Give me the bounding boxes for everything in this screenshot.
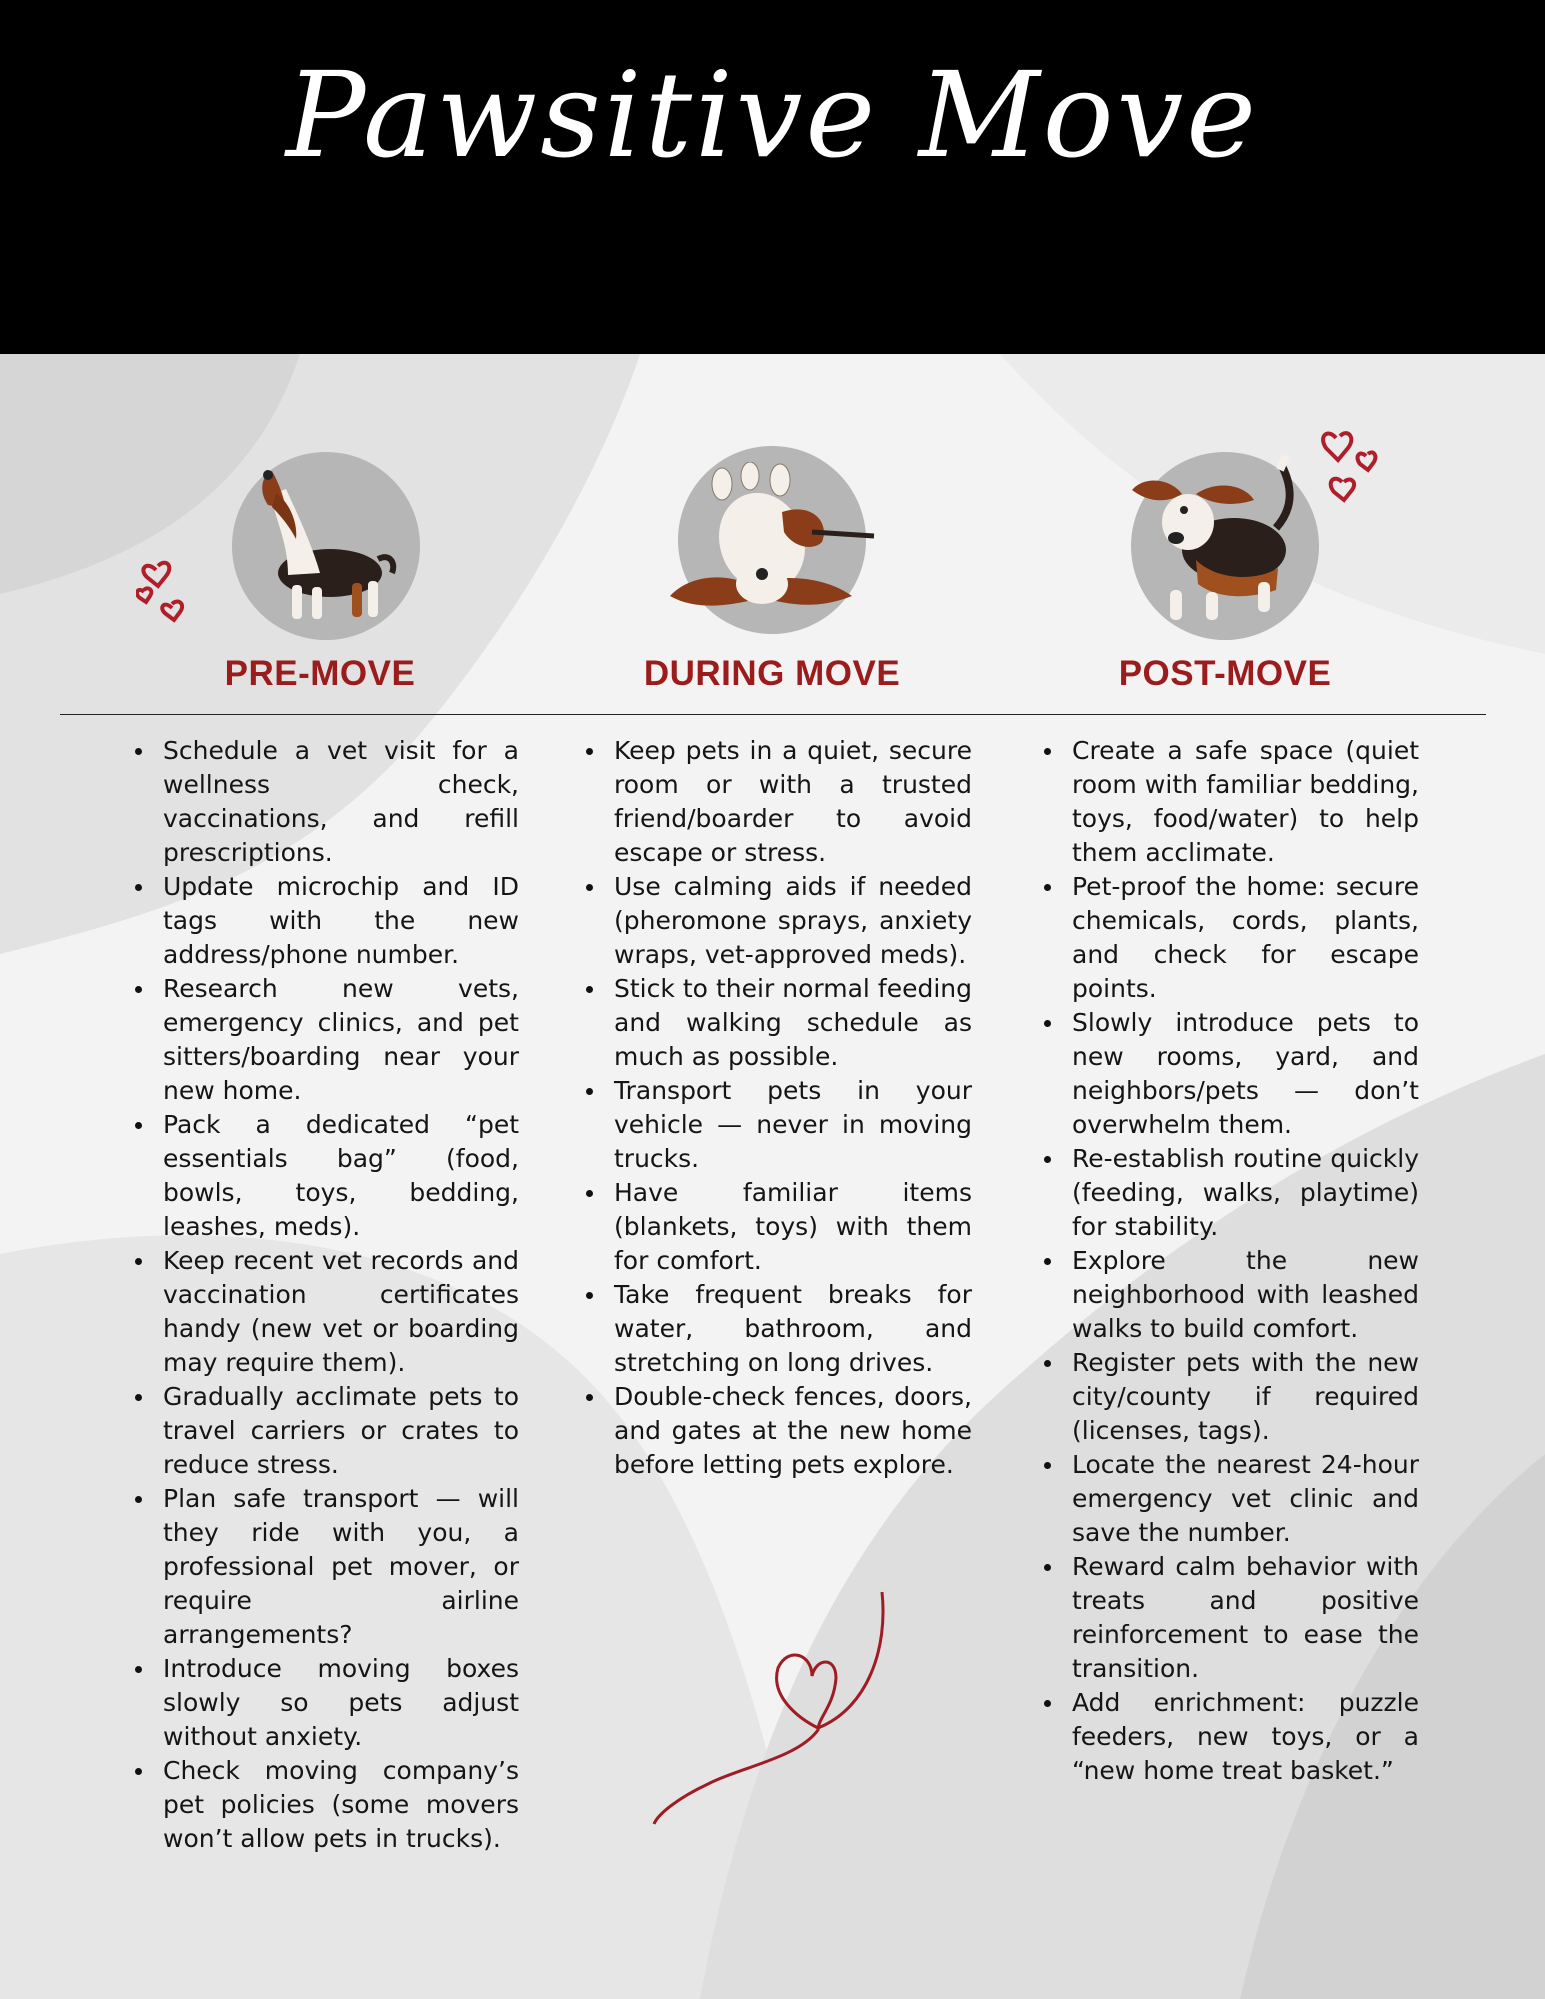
list-item: Create a safe space (quiet room with familiar bedding, toys, food/water) to help them acclimate. (1072, 734, 1419, 870)
list-item: Reward calm behavior with treats and positive reinforcement to ease the transition. (1072, 1550, 1419, 1686)
list-item: Transport pets in your vehicle — never in moving trucks. (614, 1074, 972, 1176)
list-item: Plan safe transport — will they ride with you, a professional pet mover, or require airline arrangements? (163, 1482, 519, 1652)
pre-move-list (163, 734, 519, 1856)
list-item: Update microchip and ID tags with the new address/phone number. (163, 870, 519, 972)
list-item: Introduce moving boxes slowly so pets adjust without anxiety. (163, 1652, 519, 1754)
list-item: Keep pets in a quiet, secure room or with a trusted friend/boarder to avoid escape or stress. (614, 734, 972, 870)
list-item: Re-establish routine quickly (feeding, walks, playtime) for stability. (1072, 1142, 1419, 1244)
list-item: Stick to their normal feeding and walking schedule as much as possible. (614, 972, 972, 1074)
page-title: Pawsitive Move (285, 46, 1260, 184)
list-item: Have familiar items (blankets, toys) with them for comfort. (614, 1176, 972, 1278)
list-item: Keep recent vet records and vaccination certificates handy (new vet or boarding may require them). (163, 1244, 519, 1380)
section-title-during-move: DURING MOVE (643, 654, 901, 693)
list-item: Take frequent breaks for water, bathroom, and stretching on long drives. (614, 1278, 972, 1380)
heart-swirl-decoration (648, 1588, 908, 1828)
rolling-basset-hound-icon (662, 462, 882, 622)
howling-basset-hound-icon (228, 455, 408, 635)
list-item: Double-check fences, doors, and gates at the new home before letting pets explore. (614, 1380, 972, 1482)
list-item: Explore the new neighborhood with leashed walks to build comfort. (1072, 1244, 1419, 1346)
list-item: Pack a dedicated “pet essentials bag” (food, bowls, toys, bedding, leashes, meds). (163, 1108, 519, 1244)
list-item: Check moving company’s pet policies (some movers won’t allow pets in trucks). (163, 1754, 519, 1856)
list-item: Add enrichment: puzzle feeders, new toys, or a “new home treat basket.” (1072, 1686, 1419, 1788)
header-divider (60, 714, 1486, 715)
list-item: Schedule a vet visit for a wellness check, vaccinations, and refill prescriptions. (163, 734, 519, 870)
section-title-post-move: POST-MOVE (1118, 654, 1332, 693)
list-item: Research new vets, emergency clinics, and pet sitters/boarding near your new home. (163, 972, 519, 1108)
hearts-decoration-right (1318, 420, 1390, 516)
list-item: Locate the nearest 24-hour emergency vet clinic and save the number. (1072, 1448, 1419, 1550)
list-item: Use calming aids if needed (pheromone sprays, anxiety wraps, vet-approved meds). (614, 870, 972, 972)
list-item: Gradually acclimate pets to travel carriers or crates to reduce stress. (163, 1380, 519, 1482)
list-item: Pet-proof the home: secure chemicals, cords, plants, and check for escape points. (1072, 870, 1419, 1006)
running-basset-hound-icon (1126, 450, 1316, 640)
header-banner (0, 0, 1545, 354)
during-move-list (614, 734, 972, 1482)
list-item: Slowly introduce pets to new rooms, yard, and neighbors/pets — don’t overwhelm them. (1072, 1006, 1419, 1142)
hearts-decoration-left (136, 548, 196, 628)
post-move-list (1072, 734, 1419, 1788)
list-item: Register pets with the new city/county if required (licenses, tags). (1072, 1346, 1419, 1448)
section-title-pre-move: PRE-MOVE (224, 654, 416, 693)
